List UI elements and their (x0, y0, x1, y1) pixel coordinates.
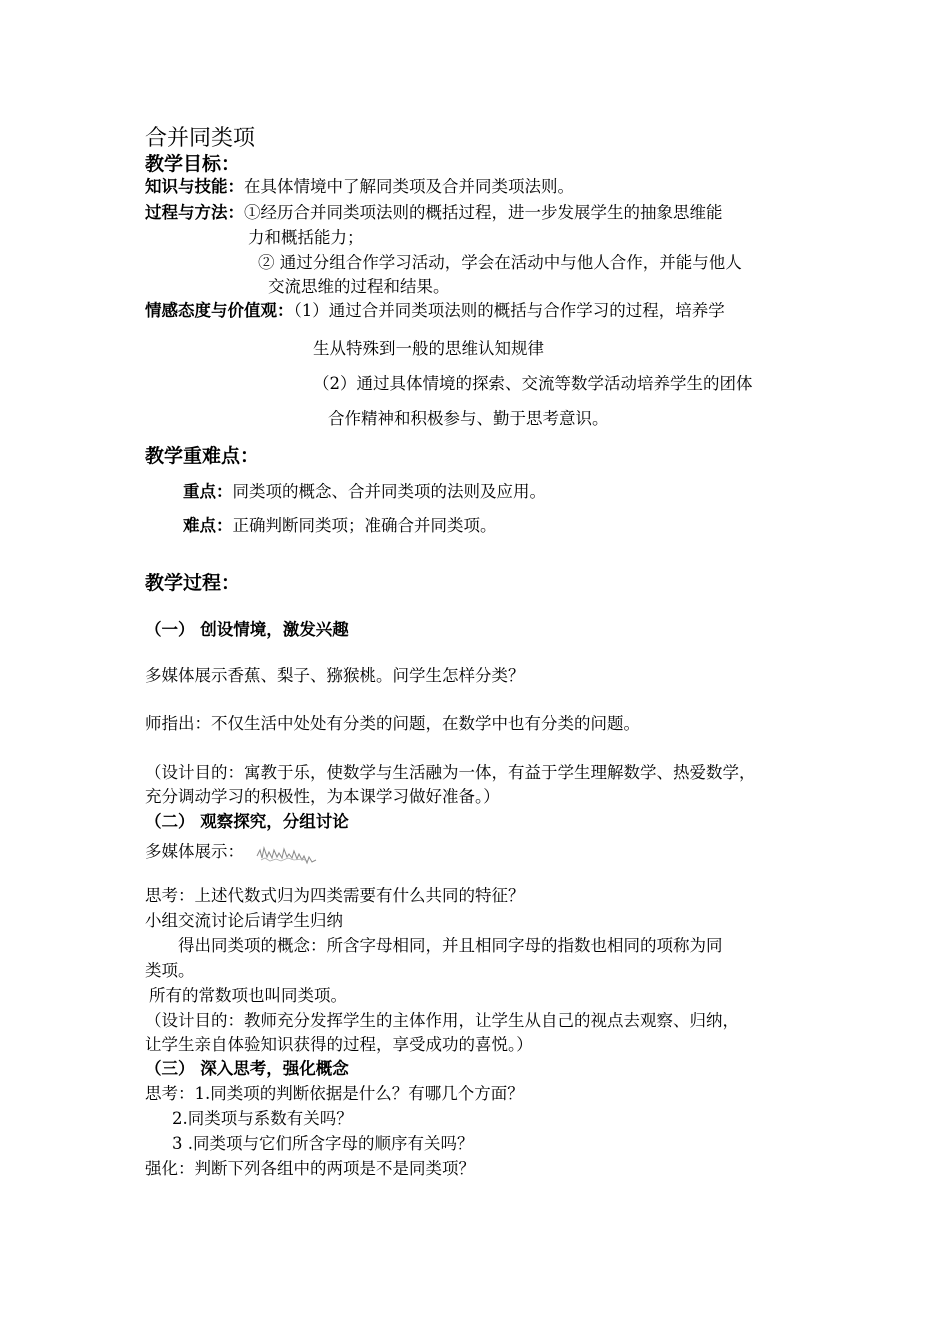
section1-paragraph2: 师指出：不仅生活中处处有分类的问题，在数学中也有分类的问题。 (145, 714, 640, 733)
process-item2-line1: ② 通过分组合作学习活动，学会在活动中与他人合作，并能与他人 (258, 253, 742, 272)
process-item2-line2: 交流思维的过程和结果。 (268, 277, 450, 296)
section1-title: （一） 创设情境，激发兴趣 (145, 620, 349, 639)
section3-title: （三） 深入思考，强化概念 (145, 1059, 349, 1078)
section3-strengthen: 强化：判断下列各组中的两项是不是同类项？ (145, 1159, 475, 1178)
difficulty-label: 难点： (183, 516, 233, 535)
process-item1-line1: ①经历合并同类项法则的概括过程，进一步发展学生的抽象思维能 (244, 203, 723, 222)
process-methods-line (145, 202, 723, 224)
section3-think2: 2.同类项与系数有关吗？ (172, 1109, 353, 1128)
section2-think: 思考：上述代数式归为四类需要有什么共同的特征？ (145, 886, 525, 905)
emotion-values-label: 情感态度与价值观： (145, 301, 294, 320)
focus-line (183, 481, 546, 503)
difficulty-text: 正确判断同类项；准确合并同类项。 (232, 516, 497, 535)
section3-think1: 思考：1.同类项的判断依据是什么？有哪几个方面？ (145, 1084, 524, 1103)
multimedia-display-label: 多媒体展示： (145, 842, 244, 861)
section2-purpose-line1: （设计目的：教师充分发挥学生的主体作用，让学生从自己的视点去观察、归纳， (145, 1011, 739, 1030)
difficulty-line (183, 515, 497, 537)
section3-think3: 3 .同类项与它们所含字母的顺序有关吗？ (172, 1134, 474, 1153)
emotion-item1-line2: 生从特殊到一般的思维认知规律 (313, 339, 544, 358)
multimedia-display-line (145, 841, 244, 863)
teaching-process-heading: 教学过程： (145, 572, 241, 594)
knowledge-skills-label: 知识与技能： (145, 177, 244, 196)
section2-purpose-line2: 让学生亲自体验知识获得的过程，享受成功的喜悦。） (145, 1035, 533, 1054)
constants-line: 所有的常数项也叫同类项。 (149, 986, 347, 1005)
section1-purpose-line2: 充分调动学习的积极性，为本课学习做好准备。） (145, 787, 500, 806)
section1-paragraph1: 多媒体展示香蕉、梨子、猕猴桃。问学生怎样分类？ (145, 666, 525, 685)
process-methods-label: 过程与方法： (145, 203, 244, 222)
concept-line2: 类项。 (145, 961, 195, 980)
document-title: 合并同类项 (145, 126, 256, 151)
objectives-heading: 教学目标： (145, 153, 241, 175)
knowledge-skills-line (145, 176, 574, 198)
emotion-values-line (145, 300, 725, 322)
section2-group: 小组交流讨论后请学生归纳 (145, 911, 343, 930)
focus-label: 重点： (183, 482, 233, 501)
expressions-image (255, 840, 325, 868)
key-points-heading: 教学重难点： (145, 445, 260, 467)
focus-text: 同类项的概念、合并同类项的法则及应用。 (232, 482, 546, 501)
emotion-item2-line1: （2）通过具体情境的探索、交流等数学活动培养学生的团体 (313, 374, 753, 393)
section2-title: （二） 观察探究，分组讨论 (145, 812, 349, 831)
concept-line1: 得出同类项的概念：所含字母相同，并且相同字母的指数也相同的项称为同 (178, 936, 723, 955)
knowledge-skills-text: 在具体情境中了解同类项及合并同类项法则。 (244, 177, 574, 196)
section1-purpose-line1: （设计目的：寓教于乐，使数学与生活融为一体，有益于学生理解数学、热爱数学， (145, 763, 756, 782)
emotion-item1-line1: （1）通过合并同类项法则的概括与合作学习的过程，培养学 (293, 301, 725, 320)
process-item1-line2: 力和概括能力； (248, 228, 364, 247)
emotion-item2-line2: 合作精神和积极参与、勤于思考意识。 (328, 409, 609, 428)
